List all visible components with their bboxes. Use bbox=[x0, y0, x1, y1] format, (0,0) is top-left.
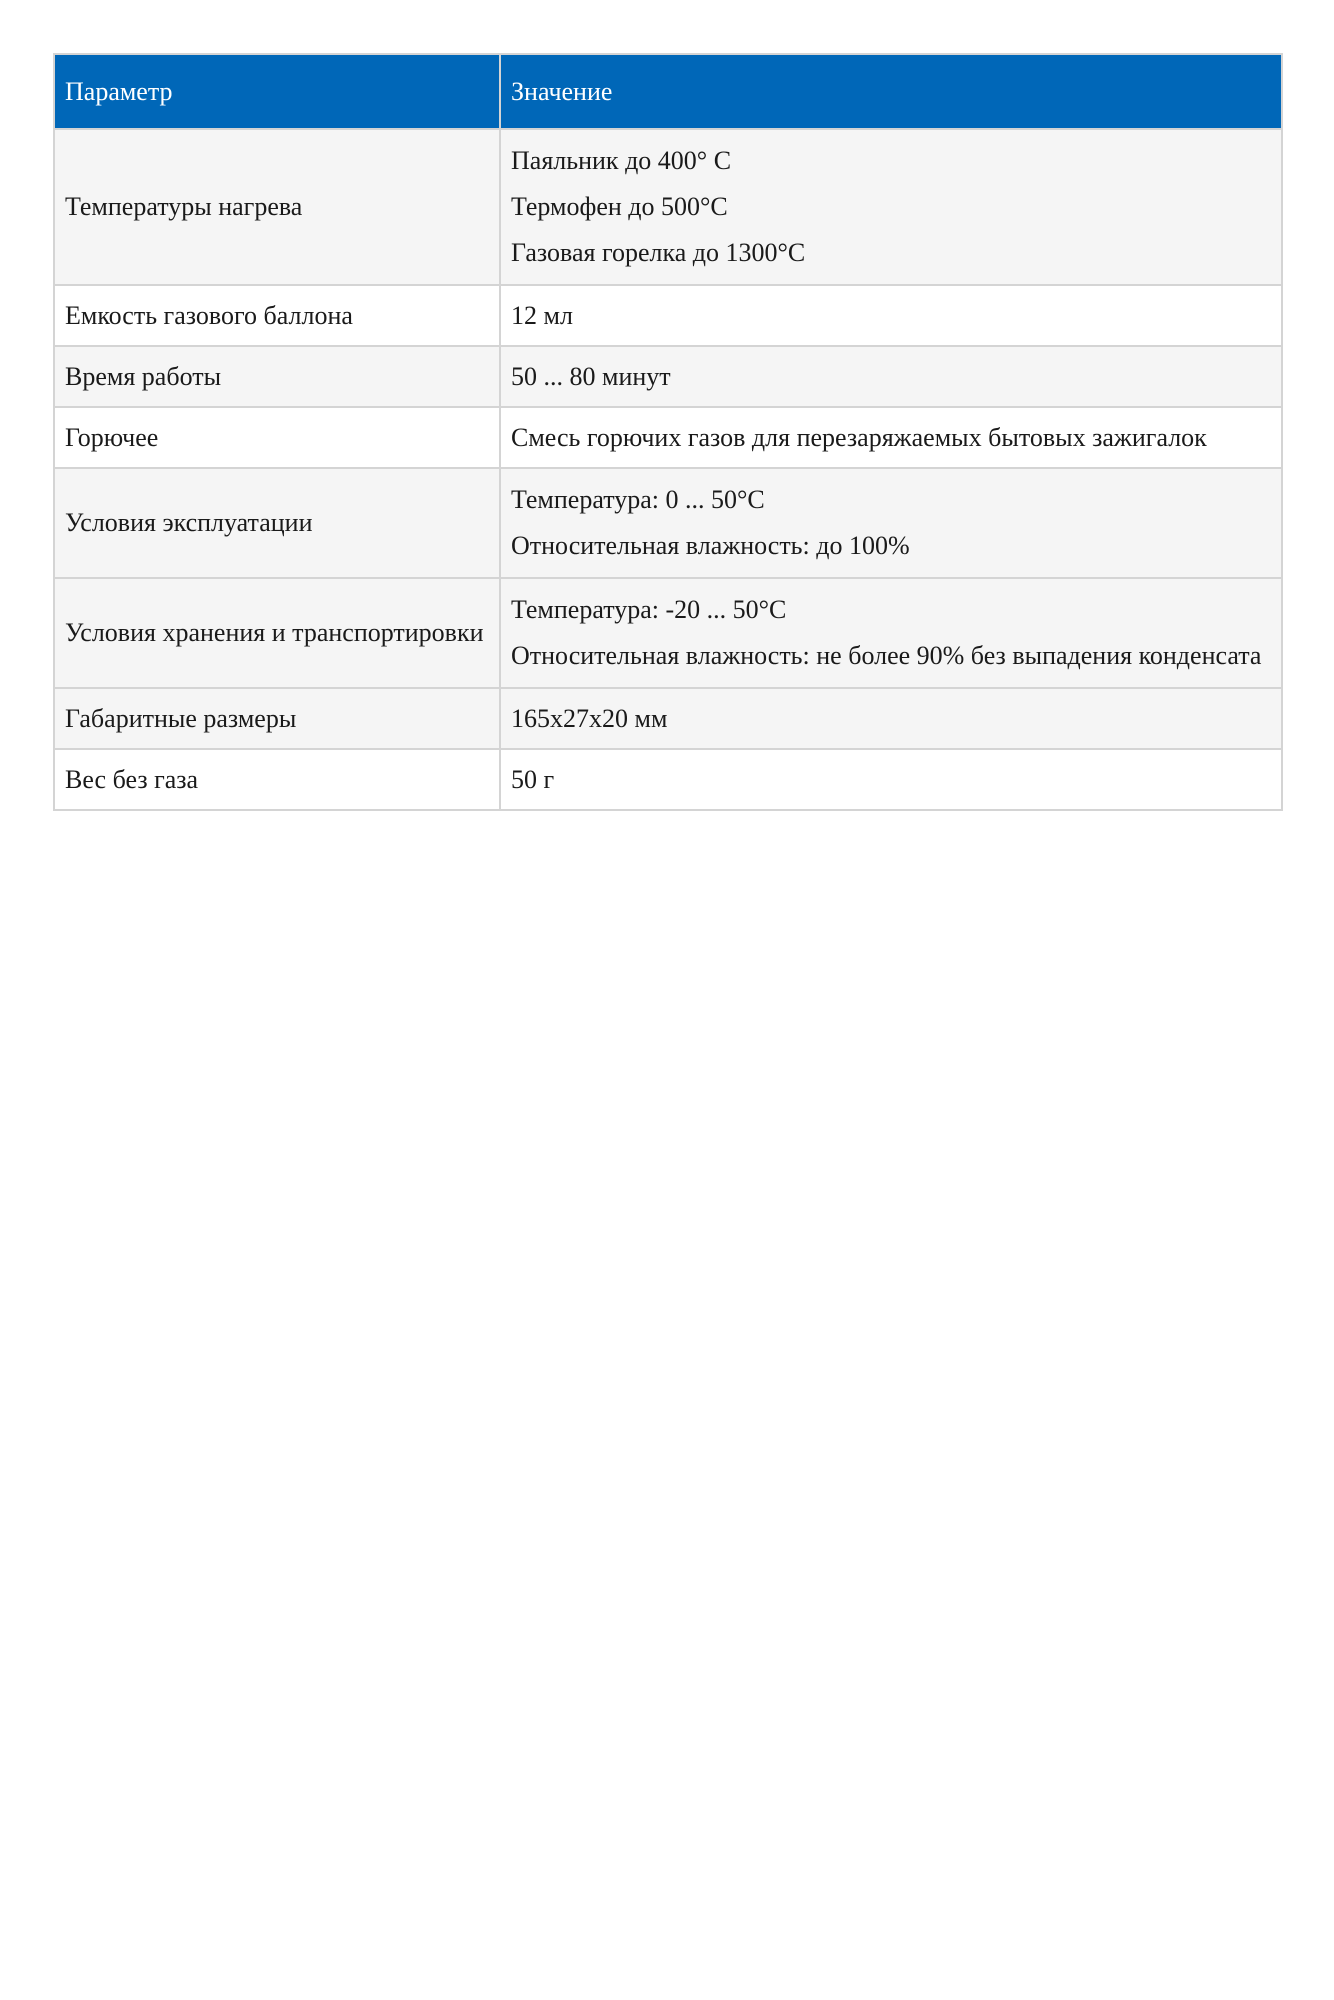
table-row bbox=[54, 129, 1282, 285]
table-row bbox=[54, 407, 1282, 468]
param-label: Габаритные размеры bbox=[65, 703, 297, 733]
value-line: Относительная влажность: до 100% bbox=[511, 531, 910, 560]
value-line: Смесь горючих газов для перезаряжаемых бытовых зажигалок bbox=[511, 422, 1207, 452]
value-cell bbox=[500, 346, 1282, 407]
param-cell bbox=[54, 407, 500, 468]
value-cell bbox=[500, 688, 1282, 749]
table-row bbox=[54, 346, 1282, 407]
param-label: Время работы bbox=[65, 361, 222, 391]
param-label: Горючее bbox=[65, 422, 159, 452]
param-label: Вес без газа bbox=[65, 764, 199, 794]
value-line: Относительная влажность: не более 90% без выпадения конденсата bbox=[511, 641, 1262, 670]
value-cell bbox=[500, 578, 1282, 688]
param-label: Условия эксплуатации bbox=[65, 508, 313, 537]
header-param: Параметр bbox=[54, 54, 500, 129]
value-line: Паяльник до 400° C bbox=[511, 146, 732, 175]
value-line: Температура: -20 ... 50°С bbox=[511, 595, 787, 624]
value-line: 50 г bbox=[511, 764, 555, 794]
value-line: 12 мл bbox=[511, 300, 573, 330]
value-cell bbox=[500, 468, 1282, 578]
value-line: Газовая горелка до 1300°С bbox=[511, 238, 806, 267]
param-cell bbox=[54, 285, 500, 346]
param-cell bbox=[54, 129, 500, 285]
value-line: Температура: 0 ... 50°С bbox=[511, 485, 765, 514]
table-row bbox=[54, 688, 1282, 749]
table-header-row bbox=[54, 54, 1282, 129]
table-row bbox=[54, 285, 1282, 346]
value-line: Термофен до 500°С bbox=[511, 192, 728, 221]
param-label: Температуры нагрева bbox=[65, 192, 303, 221]
param-cell bbox=[54, 578, 500, 688]
param-cell bbox=[54, 468, 500, 578]
header-value: Значение bbox=[500, 54, 1282, 129]
table-row bbox=[54, 749, 1282, 810]
value-cell bbox=[500, 285, 1282, 346]
table-row bbox=[54, 578, 1282, 688]
value-cell bbox=[500, 749, 1282, 810]
param-label: Условия хранения и транспортировки bbox=[65, 618, 484, 647]
value-line: 50 ... 80 минут bbox=[511, 361, 671, 391]
table-row bbox=[54, 468, 1282, 578]
param-cell bbox=[54, 688, 500, 749]
value-cell bbox=[500, 129, 1282, 285]
param-cell bbox=[54, 749, 500, 810]
spec-table bbox=[53, 53, 1283, 811]
param-cell bbox=[54, 346, 500, 407]
value-cell bbox=[500, 407, 1282, 468]
value-line: 165х27х20 мм bbox=[511, 703, 668, 733]
param-label: Емкость газового баллона bbox=[65, 300, 353, 330]
